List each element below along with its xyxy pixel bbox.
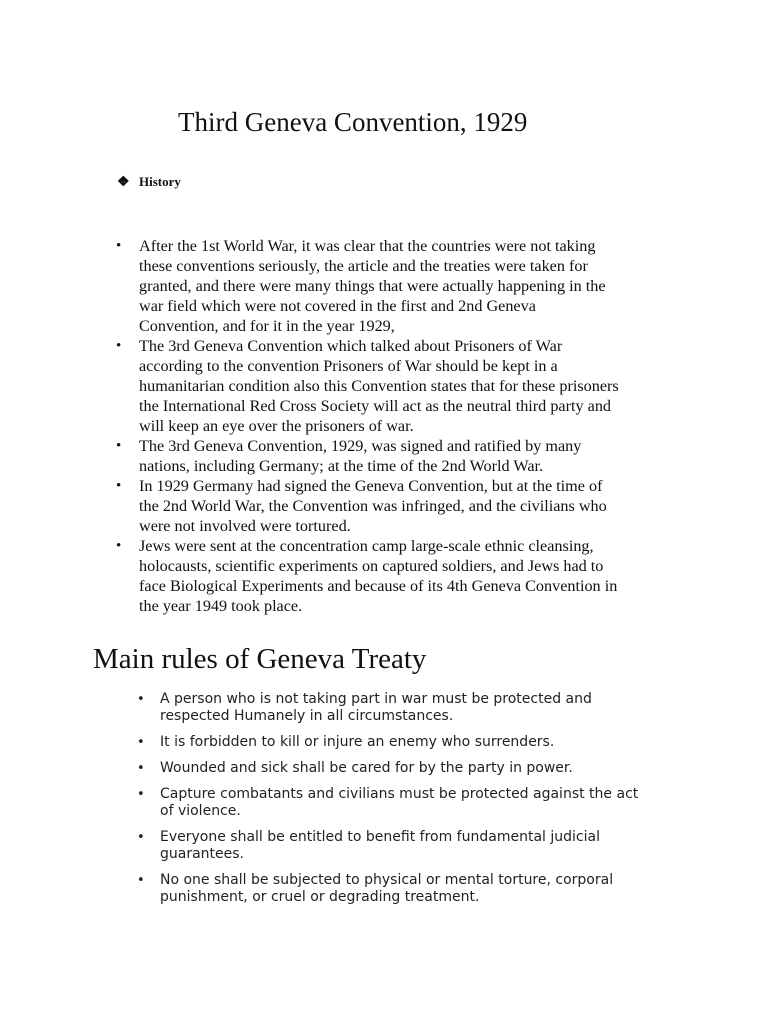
bullet-icon: • [116, 478, 122, 494]
history-list-item-text-line: After the 1st World War, it was clear that the countries were not taking [139, 237, 596, 255]
history-list-item [0, 436, 679, 476]
history-list-item-text-line: according to the convention Prisoners of War should be kept in a [139, 357, 558, 375]
rules-list-item-text-line: punishment, or cruel or degrading treatment. [160, 889, 480, 905]
rules-list-item-text-line: No one shall be subjected to physical or mental torture, corporal [160, 872, 614, 888]
history-heading [117, 173, 181, 192]
bullet-icon: • [137, 692, 145, 707]
history-list-item-text-line: granted, and there were many things that were actually happening in the [139, 277, 606, 295]
rules-heading: Main rules of Geneva Treaty [93, 643, 427, 675]
bullet-icon: • [137, 735, 145, 750]
bullet-icon: • [137, 830, 145, 845]
history-list-item [0, 536, 679, 616]
history-list-item-text-line: Jews were sent at the concentration camp large-scale ethnic cleansing, [139, 537, 594, 555]
history-list-item-text-line: nations, including Germany; at the time of the 2nd World War. [139, 457, 544, 475]
history-list-item-text-line: humanitarian condition also this Convention states that for these prisoners [139, 377, 619, 395]
rules-list-item-text-line: It is forbidden to kill or injure an enemy who surrenders. [160, 734, 555, 750]
history-list-item-text-line: face Biological Experiments and because of its 4th Geneva Convention in [139, 577, 618, 595]
bullet-icon: • [137, 873, 145, 888]
rules-list-item [0, 734, 680, 751]
bullet-icon: • [116, 538, 122, 554]
bullet-icon: • [116, 238, 122, 254]
diamond-bullet-icon: ❖ [117, 175, 130, 190]
history-list-item [0, 236, 679, 336]
history-list-item-text-line: holocausts, scientific experiments on captured soldiers, and Jews had to [139, 557, 604, 575]
history-list-item-text-line: the year 1949 took place. [139, 597, 303, 615]
history-list-item-text-line: Convention, and for it in the year 1929, [139, 317, 395, 335]
rules-list-item [0, 691, 680, 725]
rules-list-item-text-line: A person who is not taking part in war must be protected and [160, 691, 592, 707]
bullet-icon: • [116, 338, 122, 354]
rules-list-item [0, 786, 680, 820]
rules-list [0, 691, 680, 915]
history-list-item-text-line: In 1929 Germany had signed the Geneva Convention, but at the time of [139, 477, 603, 495]
bullet-icon: • [137, 761, 145, 776]
history-list-item-text-line: were not involved were tortured. [139, 517, 351, 535]
rules-list-item-text-line: of violence. [160, 803, 241, 819]
rules-list-item [0, 872, 680, 906]
rules-list-item-text-line: Capture combatants and civilians must be protected against the act [160, 786, 639, 802]
rules-list-item [0, 760, 680, 777]
rules-list-item [0, 829, 680, 863]
rules-list-item-text-line: respected Humanely in all circumstances. [160, 708, 454, 724]
bullet-icon: • [116, 438, 122, 454]
history-list-item [0, 476, 679, 536]
history-list [0, 236, 679, 616]
history-list-item-text-line: will keep an eye over the prisoners of war. [139, 417, 414, 435]
history-list-item-text-line: The 3rd Geneva Convention which talked about Prisoners of War [139, 337, 563, 355]
history-list-item-text-line: war field which were not covered in the first and 2nd Geneva [139, 297, 536, 315]
rules-list-item-text-line: Everyone shall be entitled to benefit from fundamental judicial [160, 829, 600, 845]
history-list-item-text-line: The 3rd Geneva Convention, 1929, was signed and ratified by many [139, 437, 582, 455]
history-list-item [0, 336, 679, 436]
bullet-icon: • [137, 787, 145, 802]
history-list-item-text-line: the International Red Cross Society will act as the neutral third party and [139, 397, 612, 415]
history-label: History [139, 174, 181, 189]
history-list-item-text-line: the 2nd World War, the Convention was infringed, and the civilians who [139, 497, 607, 515]
page-title: Third Geneva Convention, 1929 [178, 107, 528, 137]
history-list-item-text-line: these conventions seriously, the article and the treaties were taken for [139, 257, 588, 275]
rules-list-item-text-line: Wounded and sick shall be cared for by the party in power. [160, 760, 573, 776]
rules-list-item-text-line: guarantees. [160, 846, 245, 862]
